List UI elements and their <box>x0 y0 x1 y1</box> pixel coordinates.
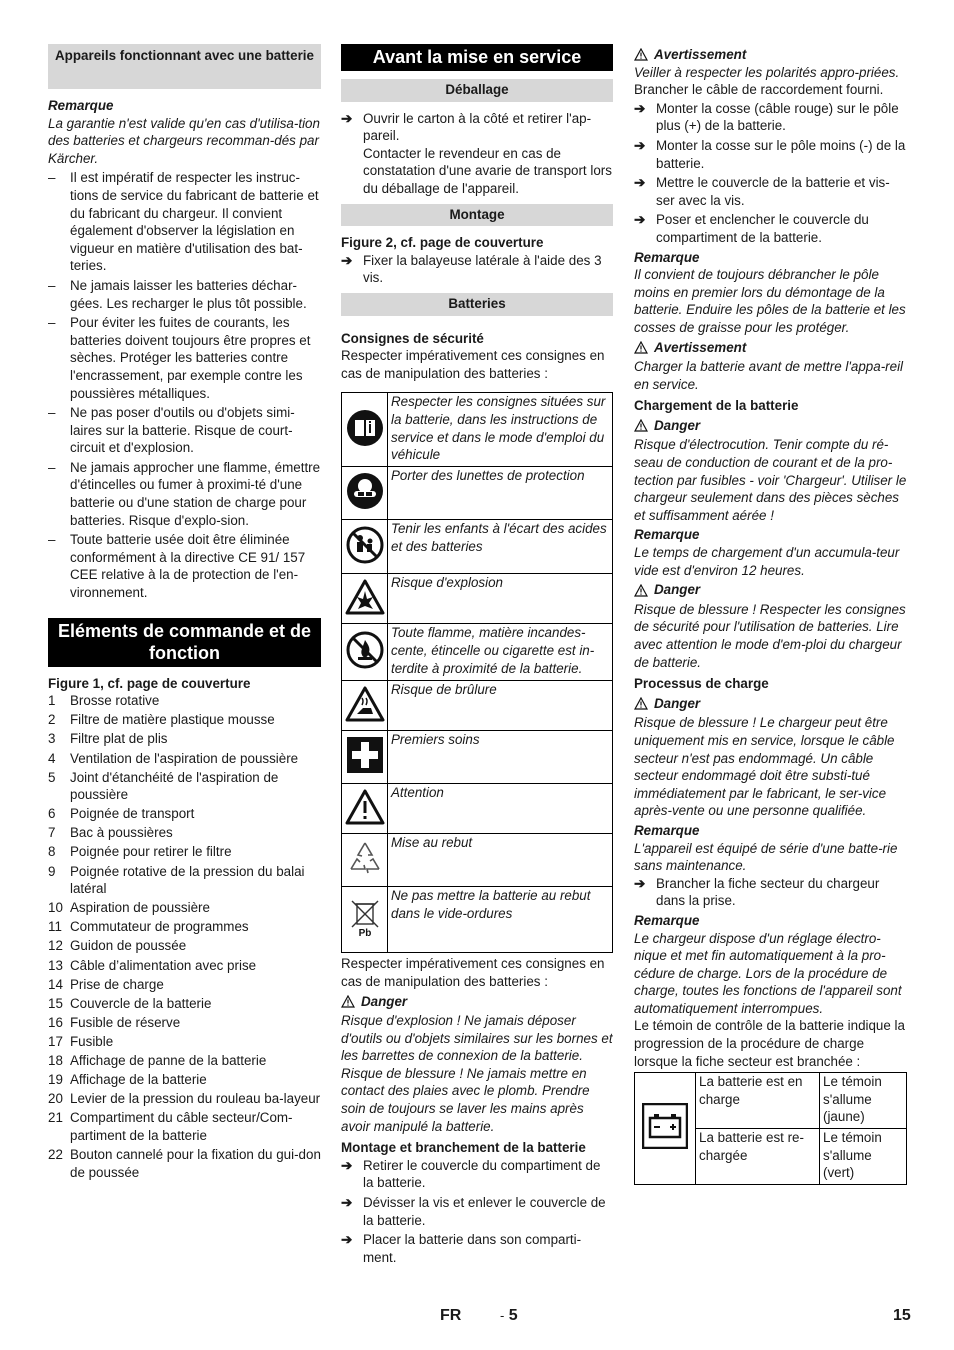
arrow-icon: ➔ <box>634 137 646 153</box>
warning-triangle-icon <box>634 697 648 710</box>
battery-step-text: Poser et enclencher le couvercle du compartiment de la batterie. <box>656 212 869 245</box>
section-title-controls: Eléments de commande et de fonction <box>48 618 321 667</box>
dash-marker: – <box>48 405 56 421</box>
element-number: 15 <box>48 995 63 1011</box>
battery-step <box>634 100 908 135</box>
warning-text: Charger la batterie avant de mettre l'appa-reil en service. <box>634 359 904 392</box>
dash-marker: – <box>48 277 56 293</box>
remarque-text: Le temps de chargement d'un accumula-teur vide est d'environ 12 heures. <box>634 545 900 578</box>
element-number: 8 <box>48 844 56 860</box>
element-label: Affichage de panne de la batterie <box>70 1053 267 1068</box>
element-item <box>48 918 321 936</box>
element-label: Filtre de matière plastique mousse <box>70 712 275 728</box>
element-label: Aspiration de poussière <box>70 900 210 916</box>
process-title: Processus de charge <box>634 676 769 692</box>
element-label: Poignée rotative de la pression du balai latéral <box>70 863 305 897</box>
charge-title: Chargement de la batterie <box>634 398 799 414</box>
dash-item-text: Il est impératif de respecter les instruc-tions de service du fabricant de batterie et du fabricant du chargeur. Il convient également d'observer la législation en vigueur en matière d'utilisation des bat-teries. <box>70 170 319 274</box>
section-title-battery-devices: Appareils fonctionnant avec une batterie <box>48 44 321 89</box>
unpack-step: ➔ Ouvrir le carton à la côté et retirer l'ap-pareil. Contacter le revendeur en cas de constatation d'une avarie de transport lors du déballage de l'appareil. <box>341 110 612 196</box>
mount-step <box>341 1157 613 1192</box>
goggles-icon <box>342 467 388 520</box>
element-number: 14 <box>48 976 63 992</box>
element-label: Fusible <box>70 1033 114 1049</box>
element-item <box>48 769 321 804</box>
element-number: 22 <box>48 1146 63 1162</box>
mount-title: Montage et branchement de la batterie <box>341 1140 586 1156</box>
element-item <box>48 750 321 768</box>
battery-step-text: Mettre le couvercle de la batterie et vis-ser avec la vis. <box>656 175 890 208</box>
element-number: 21 <box>48 1110 63 1126</box>
dash-item-text: Ne jamais approcher une flamme, émettre d'étincelles ou fumer à proximi-té d'une batterie ou d'une station de charge pour batteries. Risque d'explo-sion. <box>70 459 321 528</box>
dash-item <box>48 531 321 601</box>
dash-item <box>48 169 321 275</box>
element-number: 5 <box>48 769 56 785</box>
battery-rules-list <box>48 169 321 601</box>
mount-step-text: Dévisser la vis et enlever le couvercle de la batterie. <box>363 1195 606 1228</box>
arrow-icon: ➔ <box>341 1157 353 1173</box>
element-item <box>48 957 321 975</box>
crossed-bin-pb-icon <box>342 887 388 953</box>
indicator-text: Le témoin de contrôle de la batterie indique la progression de la procédure de charge lorsque la fiche secteur est branchée : <box>634 1018 905 1069</box>
warning-triangle-icon <box>634 584 648 597</box>
elements-list <box>48 692 321 1181</box>
element-item <box>48 1033 321 1051</box>
danger-text: Risque de blessure ! Respecter les consignes de sécurité pour l'utilisation de batteries. Lire avec attention le mode d'em-ploi du chargeur de batterie. <box>634 601 906 670</box>
figure-2-caption: Figure 2, cf. page de couverture <box>341 235 544 251</box>
arrow-icon: ➔ <box>341 1232 353 1248</box>
symbol-text: Ne pas mettre la batterie au rebut dans le vide-ordures <box>388 887 613 953</box>
warning-triangle-icon <box>341 995 355 1008</box>
recycle-icon <box>342 834 388 887</box>
element-number: 20 <box>48 1091 63 1107</box>
element-item <box>48 1146 321 1181</box>
symbol-text: Attention <box>388 784 613 834</box>
element-number: 13 <box>48 957 63 973</box>
remarque-label: Remarque <box>48 98 114 113</box>
element-item <box>48 843 321 861</box>
element-label: Joint d'étanchéité de l'aspiration de poussière <box>70 769 279 803</box>
dash-item <box>48 459 321 529</box>
connect-text: Brancher le câble de raccordement fourni. <box>634 82 884 98</box>
symbol-text: Mise au rebut <box>388 834 613 887</box>
element-number: 7 <box>48 825 56 841</box>
element-label: Câble d’alimentation avec prise <box>70 957 257 973</box>
warning-triangle-icon <box>634 341 648 354</box>
element-item <box>48 730 321 748</box>
no-flame-icon <box>342 624 388 681</box>
symbol-text: Risque d'explosion <box>388 574 613 624</box>
column-3 <box>634 44 908 1185</box>
battery-step-text: Monter la cosse (câble rouge) sur le pôle plus (+) de la batterie. <box>656 100 899 134</box>
dash-marker: – <box>48 170 56 186</box>
charge-status-table <box>634 1072 907 1185</box>
charge-lamp: Le témoin s'allume (jaune) <box>820 1073 907 1129</box>
dash-item <box>48 314 321 402</box>
symbol-text: Risque de brûlure <box>388 681 613 731</box>
battery-step <box>634 211 908 246</box>
section-title-unpacking: Déballage <box>341 79 613 102</box>
dash-marker: – <box>48 459 56 475</box>
dash-marker: – <box>48 532 56 548</box>
remarque-label: Remarque <box>634 912 700 928</box>
remarque-label: Remarque <box>634 249 700 265</box>
element-item <box>48 824 321 842</box>
mount-step <box>341 1231 613 1266</box>
element-label: Commutateur de programmes <box>70 919 249 935</box>
element-number: 12 <box>48 938 63 954</box>
element-item <box>48 1109 321 1144</box>
element-label: Levier de la pression du rouleau ba-layeur <box>70 1091 321 1107</box>
remarque-text: La garantie n'est valide qu'en cas d'utilisa-tion des batteries et chargeurs recomman-dés par Kärcher. <box>48 115 320 166</box>
element-item <box>48 805 321 823</box>
dash-item-text: Ne jamais laisser les batteries déchar-gées. Les recharger le plus tôt possible. <box>70 277 307 311</box>
element-number: 17 <box>48 1033 63 1049</box>
element-label: Poignée de transport <box>70 806 195 822</box>
element-number: 9 <box>48 863 56 879</box>
main-title-before-start: Avant la mise en service <box>341 44 613 71</box>
element-label: Compartiment du câble secteur/Com-partiment de la batterie <box>70 1110 293 1143</box>
arrow-icon: ➔ <box>634 212 646 228</box>
safety-title: Consignes de sécurité <box>341 330 484 346</box>
element-label: Brosse rotative <box>70 693 160 709</box>
element-item <box>48 995 321 1013</box>
danger-heading: Danger <box>341 993 613 1011</box>
element-number: 11 <box>48 919 62 935</box>
danger-text: Risque d'explosion ! Ne jamais déposer d'outils ou d'objets similaires sur les bornes et les barrettes de connexion de la batterie. Risque de blessure ! Ne jamais mettre en contact des plaies avec le plomb. Prendre soin de toujours se laver les mains après avoir manipulé la batterie. <box>341 1013 613 1134</box>
plug-step: ➔ Brancher la fiche secteur du chargeur dans la prise. <box>634 875 880 909</box>
element-item <box>48 1014 321 1032</box>
warning-triangle-icon <box>634 419 648 432</box>
element-label: Bouton cannelé pour la fixation du gui-don de poussée <box>70 1146 321 1180</box>
danger-text: Risque de blessure ! Le chargeur peut être uniquement mis en service, lorsque le câble secteur n'est pas endommagé. Un câble secteur endommagé doit être substi-tué immédiatement par le fabricant, le ser-vice après-vente ou une personne qualifiée. <box>634 715 895 819</box>
dash-item <box>48 404 321 457</box>
burn-hazard-icon <box>342 681 388 731</box>
symbol-text: Toute flamme, matière incandes-cente, étincelle ou cigarette est in-terdite à proximité de la batterie. <box>388 624 613 681</box>
keep-children-away-icon <box>342 520 388 574</box>
symbol-text: Premiers soins <box>388 731 613 784</box>
explosion-icon <box>342 574 388 624</box>
instruction-manual-icon <box>342 393 388 467</box>
danger-heading: Danger <box>634 581 908 599</box>
element-label: Prise de charge <box>70 976 164 992</box>
element-number: 1 <box>48 693 56 709</box>
first-aid-icon <box>342 731 388 784</box>
remarque-label: Remarque <box>634 822 700 838</box>
mount-step <box>341 1194 613 1229</box>
element-item <box>48 1071 321 1089</box>
mount-steps <box>341 1157 613 1267</box>
element-item <box>48 976 321 994</box>
arrow-icon: ➔ <box>341 252 353 268</box>
remarque-text: Le chargeur dispose d'un réglage électro-nique et met fin automatiquement à la pro-cédure de charge. Lors de la procédure de charge, toutes les fonctions de l'appareil sont automatiquement interrompues. <box>634 930 902 1016</box>
dash-item-text: Pour éviter les fuites de courants, les batteries doivent toujours être propres et sèches. Protéger les batteries contre l'encrassement, par exemple contre les poussières métalliques. <box>70 315 311 401</box>
element-item <box>48 711 321 729</box>
footer-local-page: - 5 <box>500 1307 518 1324</box>
element-number: 2 <box>48 712 56 728</box>
arrow-icon: ➔ <box>634 175 646 191</box>
element-number: 18 <box>48 1053 63 1068</box>
warning-heading: Avertissement <box>634 46 908 64</box>
mount-step-text: Placer la batterie dans son comparti-ment. <box>363 1232 582 1265</box>
arrow-icon: ➔ <box>341 110 353 126</box>
charge-state: La batterie est re-chargée <box>696 1129 820 1185</box>
battery-step <box>634 174 908 209</box>
element-item <box>48 863 321 898</box>
pb-label: Pb <box>358 927 371 938</box>
battery-step <box>634 137 908 172</box>
remarque-text: L'appareil est équipé de série d'une batte-rie sans maintenance. <box>634 840 898 874</box>
section-title-assembly: Montage <box>341 204 613 227</box>
element-number: 6 <box>48 806 56 822</box>
symbol-text: Tenir les enfants à l'écart des acides et des batteries <box>388 520 613 574</box>
charge-state: La batterie est en charge <box>696 1073 820 1129</box>
element-item <box>48 937 321 955</box>
battery-steps <box>634 100 908 247</box>
warning-text: Veiller à respecter les polarités appro-priées. <box>634 64 900 80</box>
dash-item <box>48 277 321 312</box>
charge-lamp: Le témoin s'allume (vert) <box>820 1129 907 1185</box>
element-number: 3 <box>48 731 56 747</box>
arrow-icon: ➔ <box>634 875 646 891</box>
section-title-batteries: Batteries <box>341 293 613 316</box>
column-2 <box>341 44 613 1268</box>
element-item <box>48 1090 321 1108</box>
mount-step-text: Retirer le couvercle du compartiment de la batterie. <box>363 1157 601 1191</box>
danger-heading: Danger <box>634 695 908 713</box>
battery-step-text: Monter la cosse sur le pôle moins (-) de la batterie. <box>656 137 906 171</box>
warning-heading: Avertissement <box>634 339 908 357</box>
safety-intro: Respecter impérativement ces consignes en cas de manipulation des batteries : <box>341 348 605 381</box>
footer-page-number: 15 <box>893 1307 911 1324</box>
battery-indicator-icon <box>635 1073 696 1185</box>
element-number: 19 <box>48 1072 63 1088</box>
element-label: Affichage de la batterie <box>70 1072 207 1088</box>
element-label: Fusible de réserve <box>70 1014 181 1030</box>
element-number: 4 <box>48 750 56 766</box>
footer-language: FR <box>440 1307 462 1324</box>
safety-symbols-table <box>341 392 613 953</box>
figure-1-caption: Figure 1, cf. page de couverture <box>48 675 251 691</box>
danger-text: Risque d'électrocution. Tenir compte du ré-seau de conduction de courant et de la pro-tection par fusibles - voir 'Chargeur'. Utiliser le chargeur seulement dans des pièces sèches et suffisamment aérée ! <box>634 437 907 523</box>
element-label: Poignée pour retirer le filtre <box>70 844 232 860</box>
remarque-text: Il convient de toujours débrancher le pôle moins en premier lors du démontage de la batterie. Enduire les pôles de la batterie et les cosses de graisse pour les protéger. <box>634 267 906 335</box>
symbol-text: Porter des lunettes de protection <box>388 467 613 520</box>
arrow-icon: ➔ <box>341 1195 353 1211</box>
after-table-text: Respecter impérativement ces consignes en cas de manipulation des batteries : <box>341 956 605 989</box>
warning-icon <box>342 784 388 834</box>
warning-triangle-icon <box>634 48 648 61</box>
danger-heading: Danger <box>634 417 908 435</box>
element-number: 16 <box>48 1014 63 1030</box>
assembly-step: ➔ Fixer la balayeuse latérale à l'aide des 3 vis. <box>341 252 602 286</box>
element-number: 10 <box>48 900 63 916</box>
dash-marker: – <box>48 315 56 331</box>
element-label: Ventilation de l'aspiration de poussière <box>70 750 299 766</box>
element-label: Bac à poussières <box>70 825 173 841</box>
arrow-icon: ➔ <box>634 100 646 116</box>
element-label: Filtre plat de plis <box>70 731 168 747</box>
column-1 <box>48 44 321 1183</box>
dash-item-text: Ne pas poser d'outils ou d'objets simi-laires sur la batterie. Risque de court-circuit et d'explosion. <box>70 405 295 456</box>
element-label: Guidon de poussée <box>70 938 187 954</box>
element-label: Couvercle de la batterie <box>70 995 212 1011</box>
element-item <box>48 692 321 710</box>
remarque-label: Remarque <box>634 527 700 543</box>
dash-item-text: Toute batterie usée doit être éliminée conformément à la directive CE 91/ 157 CEE relative à la de protection de l'en-vironnement. <box>70 532 306 601</box>
element-item <box>48 1052 321 1070</box>
symbol-text: Respecter les consignes situées sur la batterie, dans les instructions de service et dans le mode d'emploi du véhicule <box>388 393 613 467</box>
element-item <box>48 899 321 917</box>
